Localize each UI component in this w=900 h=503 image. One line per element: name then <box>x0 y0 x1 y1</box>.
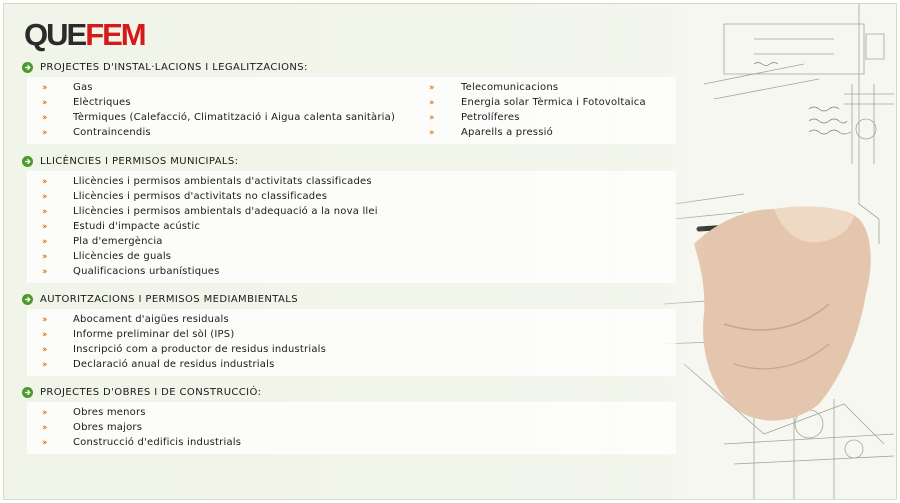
item-label: Gas <box>73 82 93 93</box>
double-chevron-icon: ›› <box>42 82 46 93</box>
section-header <box>22 291 676 307</box>
double-chevron-icon: ›› <box>42 266 46 277</box>
item-label: Construcció d'edificis industrials <box>73 437 242 448</box>
list-item[interactable] <box>27 312 676 327</box>
list-item[interactable] <box>429 110 646 125</box>
list-item[interactable] <box>27 357 676 372</box>
list-item[interactable] <box>27 110 429 125</box>
list-item[interactable] <box>27 95 429 110</box>
item-label: Telecomunicacions <box>461 82 559 93</box>
double-chevron-icon: ›› <box>42 422 46 433</box>
item-label: Estudi d'impacte acústic <box>73 221 201 232</box>
list-item[interactable] <box>27 249 676 264</box>
item-label: Abocament d'aigües residuals <box>73 314 229 325</box>
double-chevron-icon: ›› <box>42 251 46 262</box>
item-label: Contraincendis <box>73 127 151 138</box>
item-label: Llicències i permisos d'activitats no classificades <box>73 191 328 202</box>
item-label: Qualificacions urbanístiques <box>73 266 220 277</box>
section-title: PROJECTES D'INSTAL·LACIONS I LEGALITZACIONS: <box>40 61 308 73</box>
double-chevron-icon: ›› <box>42 206 46 217</box>
item-label: Llicències i permisos ambientals d'activitats classificades <box>73 176 372 187</box>
content-frame <box>3 3 897 500</box>
item-label: Llicències de guals <box>73 251 172 262</box>
double-chevron-icon: ›› <box>42 236 46 247</box>
double-chevron-icon: ›› <box>429 127 433 138</box>
list-item[interactable] <box>27 342 676 357</box>
arrow-right-circle-icon <box>22 156 33 167</box>
section-title: AUTORITZACIONS I PERMISOS MEDIAMBIENTALS <box>40 293 298 305</box>
arrow-right-circle-icon <box>22 294 33 305</box>
list-item[interactable] <box>27 125 429 140</box>
double-chevron-icon: ›› <box>429 82 433 93</box>
section-environmental-permits <box>22 291 676 376</box>
arrow-right-circle-icon <box>22 387 33 398</box>
list-item[interactable] <box>27 204 676 219</box>
double-chevron-icon: ›› <box>42 359 46 370</box>
list-item[interactable] <box>27 189 676 204</box>
list-item[interactable] <box>27 174 676 189</box>
section-title: PROJECTES D'OBRES I DE CONSTRUCCIÓ: <box>40 386 262 398</box>
logo-text-fem: FEM <box>85 17 145 52</box>
double-chevron-icon: ›› <box>42 407 46 418</box>
section-items-box <box>27 77 676 144</box>
list-item[interactable] <box>27 420 676 435</box>
list-item[interactable] <box>429 125 646 140</box>
logo-text-que: QUE <box>24 17 86 52</box>
list-item[interactable] <box>429 80 646 95</box>
double-chevron-icon: ›› <box>42 191 46 202</box>
arrow-right-circle-icon <box>22 62 33 73</box>
section-municipal-licenses <box>22 153 676 283</box>
section-items-box <box>27 402 676 454</box>
double-chevron-icon: ›› <box>429 97 433 108</box>
list-item[interactable] <box>27 435 676 450</box>
list-item[interactable] <box>429 95 646 110</box>
section-items-box <box>27 309 676 376</box>
items-column-left <box>27 80 429 140</box>
double-chevron-icon: ›› <box>42 176 46 187</box>
item-label: Inscripció com a productor de residus industrials <box>73 344 327 355</box>
item-label: Aparells a pressió <box>461 127 553 138</box>
item-label: Informe preliminar del sòl (IPS) <box>73 329 235 340</box>
section-header <box>22 59 676 75</box>
section-items-box <box>27 171 676 283</box>
double-chevron-icon: ›› <box>429 112 433 123</box>
double-chevron-icon: ›› <box>42 314 46 325</box>
item-label: Elèctriques <box>73 97 131 108</box>
section-installations <box>22 59 676 144</box>
double-chevron-icon: ›› <box>42 97 46 108</box>
list-item[interactable] <box>27 327 676 342</box>
double-chevron-icon: ›› <box>42 221 46 232</box>
section-header <box>22 153 676 169</box>
items-column-right <box>429 80 646 140</box>
double-chevron-icon: ›› <box>42 329 46 340</box>
list-item[interactable] <box>27 80 429 95</box>
double-chevron-icon: ›› <box>42 437 46 448</box>
item-label: Llicències i permisos ambientals d'adequació a la nova llei <box>73 206 378 217</box>
item-label: Declaració anual de residus industrials <box>73 359 275 370</box>
double-chevron-icon: ›› <box>42 344 46 355</box>
section-header <box>22 384 676 400</box>
item-label: Obres majors <box>73 422 143 433</box>
list-item[interactable] <box>27 264 676 279</box>
item-label: Pla d'emergència <box>73 236 163 247</box>
item-label: Obres menors <box>73 407 146 418</box>
list-item[interactable] <box>27 234 676 249</box>
item-label: Energia solar Tèrmica i Fotovoltaica <box>461 97 646 108</box>
item-label: Tèrmiques (Calefacció, Climatització i Aigua calenta sanitària) <box>73 112 396 123</box>
section-construction-projects <box>22 384 676 454</box>
item-label: Petrolíferes <box>461 112 520 123</box>
section-title: LLICÈNCIES I PERMISOS MUNICIPALS: <box>40 155 239 167</box>
double-chevron-icon: ›› <box>42 127 46 138</box>
list-item[interactable] <box>27 219 676 234</box>
quefem-logo[interactable] <box>24 17 145 53</box>
list-item[interactable] <box>27 405 676 420</box>
double-chevron-icon: ›› <box>42 112 46 123</box>
